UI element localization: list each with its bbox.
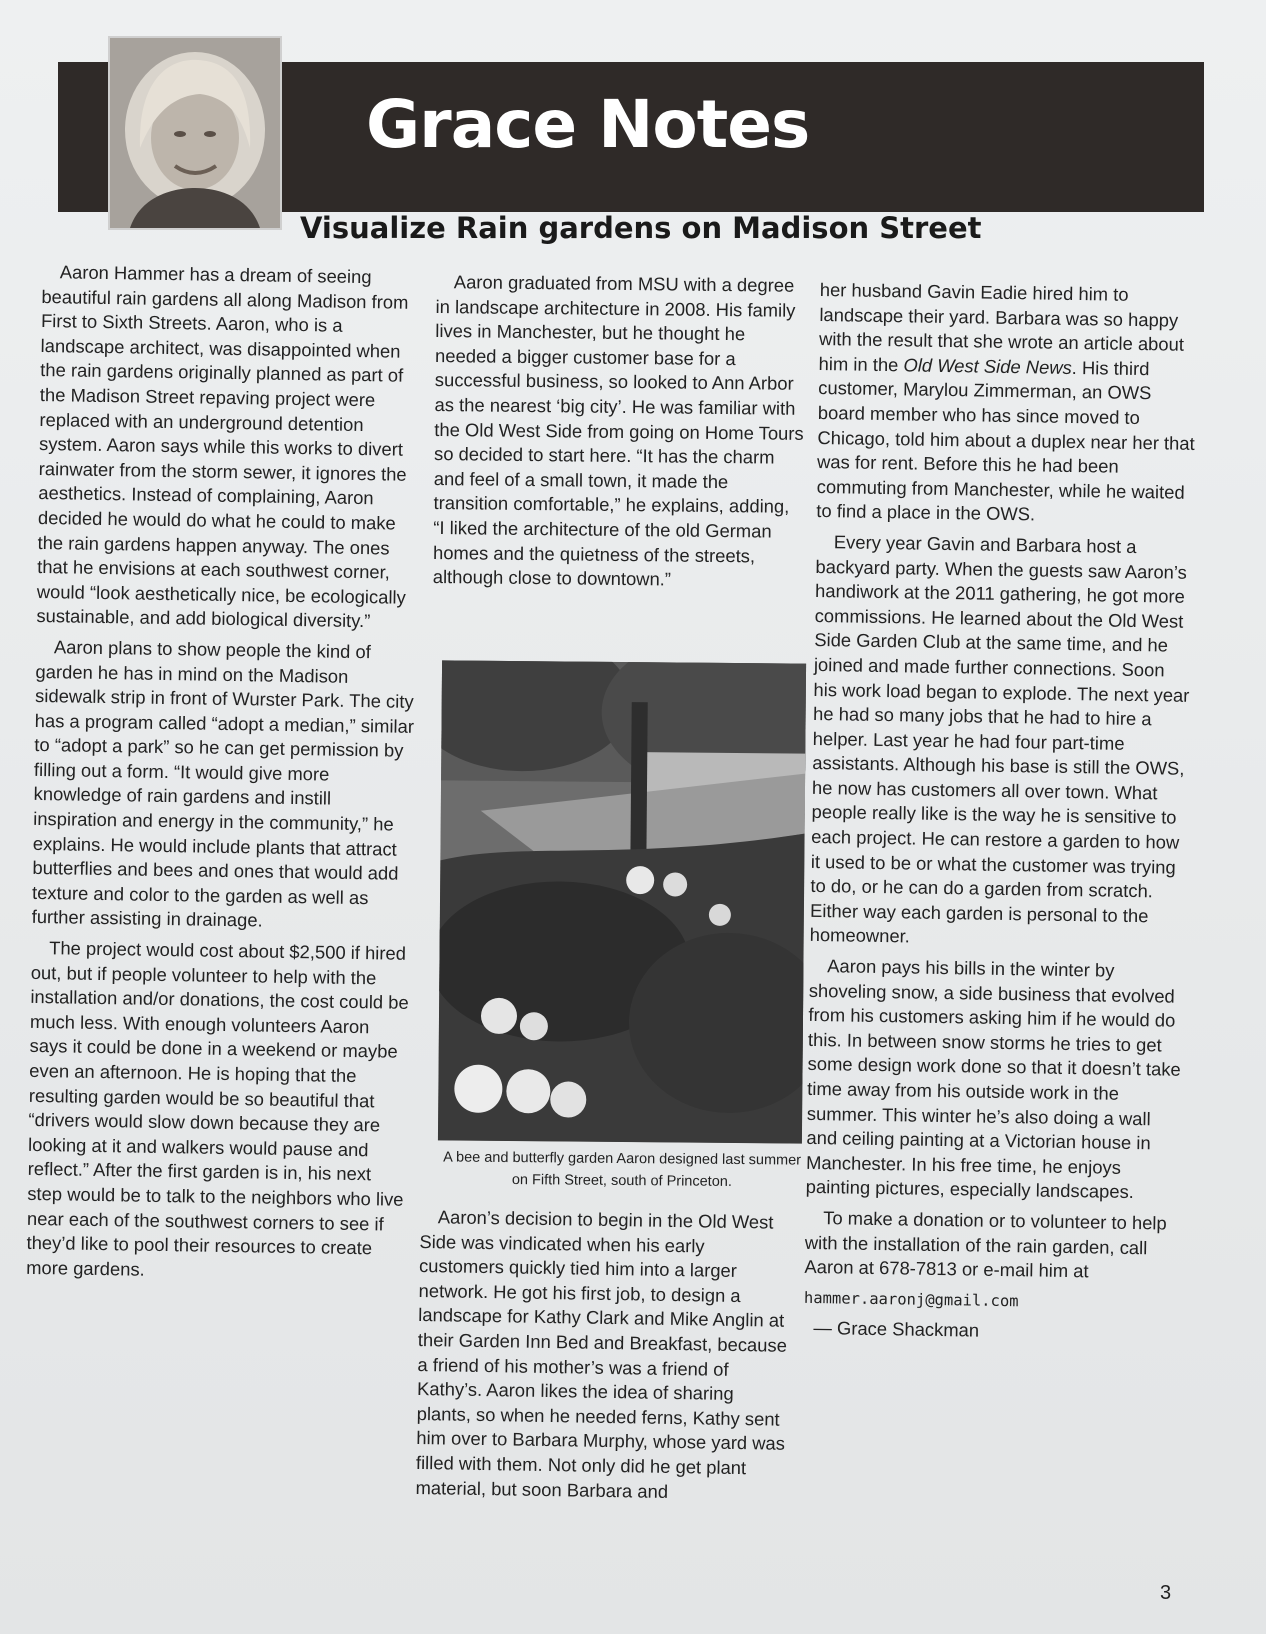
col3-paragraph-3: Aaron pays his bills in the winter by shoveling snow, a side business that evolved from his customers asking him if he would do this. In between snow storms he tries to get some design work done so that it doesn’t take time away from his outside work in the summer. This winter he’s also doing a wall and ceiling painting at a Victorian house in Manchester. In his free time, he enjoys painting pictures, especially landscapes. bbox=[805, 955, 1181, 1203]
article-headline: Visualize Rain gardens on Madison Street bbox=[300, 211, 982, 245]
column-3 bbox=[803, 278, 1198, 1353]
author-portrait bbox=[108, 36, 282, 230]
garden-photo-illustration bbox=[438, 660, 806, 1143]
column-2-top bbox=[433, 270, 806, 600]
col3-paragraph-4: To make a donation or to volunteer to help with the installation of the rain garden, call Aaron at 678-7813 or e-mail him at bbox=[804, 1207, 1167, 1282]
column-2-bottom bbox=[415, 1205, 792, 1512]
page-number: 3 bbox=[1160, 1582, 1172, 1604]
author-signature: — Grace Shackman bbox=[813, 1317, 980, 1341]
col1-paragraph-2: Aaron plans to show people the kind of garden he has in mind on the Madison sidewalk strip in front of Wurster Park. The city has a program called “adopt a median,” similar to “adopt a park” so he can get permission by filling out a form. “It would give more knowledge of rain gardens and instill inspiration and energy in the community,” he explains. He would include plants that attract butterflies and bees and ones that would add texture and color to the garden as well as further assisting in drainage. bbox=[31, 636, 415, 931]
col3-paragraph-2: Every year Gavin and Barbara host a backyard party. When the guests saw Aaron’s handiwork at the 2011 gathering, he got more commissions. He learned about the Old West Side Garden Club at the same time, and he joined and made further connections. Soon his work load began to explode. The next year he had so many jobs that he had to hire a helper. Last year he had four part-time assistants. Although his base is still the OWS, he now has customers all over town. What people really like is the way he is sensitive to each project. He can restore a garden to how it used to be or what the customer was trying to do, or he can do a garden from scratch. Either way each garden is personal to the homeowner. bbox=[809, 531, 1190, 947]
portrait-illustration bbox=[110, 38, 280, 228]
photo-caption: A bee and butterfly garden Aaron designed last summer on Fifth Street, south of Princeton. bbox=[443, 1149, 802, 1190]
col2-paragraph-2: Aaron’s decision to begin in the Old West Side was vindicated when his early customers quickly tied him into a larger network. He got his first job, to design a landscape for Kathy Clark and Mike Anglin at their Garden Inn Bed and Breakfast, because a friend of his mother’s was a friend of Kathy’s. Aaron likes the idea of sharing plants, so when he needed ferns, Kathy sent him over to Barbara Murphy, whose yard was filled with them. Not only did he get plant material, but soon Barbara and bbox=[415, 1206, 788, 1502]
col1-paragraph-3: The project would cost about $2,500 if hired out, but if people volunteer to help with the installation and/or donations, the cost could be much less. With enough volunteers Aaron says it could be done in a weekend or maybe even an afternoon. He is hoping that the resulting garden would be so beautiful that “drivers would slow down because they are looking at it and walkers would pause and reflect.” After the first garden is in, his next step would be to talk to the neighbors who live near each of the southwest corners to see if they’d like to pool their resources to create more gardens. bbox=[26, 937, 409, 1280]
col1-paragraph-1: Aaron Hammer has a dream of seeing beautiful rain gardens all along Madison from First to Sixth Streets. Aaron, who is a landscape architect, was disappointed when the rain gardens originally planned as part of the Madison Street repaving project were replaced with an underground detention system. Aaron says while this works to divert rainwater from the storm sewer, it ignores the aesthetics. Instead of complaining, Aaron decided he would do what he could to make the rain gardens happen anyway. The ones that he envisions at each southwest corner, would “look aesthetically nice, be ecologically sustainable, and add biological diversity.” bbox=[36, 261, 409, 632]
col3-p1-publication: Old West Side News bbox=[903, 354, 1072, 378]
col2-paragraph-1: Aaron graduated from MSU with a degree in landscape architecture in 2008. His family lives in Manchester, but he thought he needed a bigger customer base for a successful business, so looked to Ann Arbor as the nearest ‘big city’. He was familiar with the Old West Side from going on Home Tours so decided to start here. “It has the charm and feel of a small town, it made the transition comfortable,” he explains, adding, “I liked the architecture of the old German homes and the quietness of the streets, although close to downtown.” bbox=[432, 271, 804, 590]
contact-email: hammer.aaronj@gmail.com bbox=[803, 1288, 1019, 1310]
col3-p1-text-b: . His third customer, Marylou Zimmerman, an OWS board member who has since moved to Chicago, told him about a duplex near her that was for rent. Before this he had been commuting from Manchester, while he waited to find a place in the OWS. bbox=[816, 356, 1195, 525]
column-1 bbox=[26, 260, 422, 1292]
garden-photo bbox=[438, 660, 806, 1143]
col3-p1-text-a: her husband Gavin Eadie hired him to landscape their yard. Barbara was so happy with the result that she wrote an article about him in the bbox=[818, 278, 1185, 376]
col3-paragraph-1 bbox=[816, 278, 1198, 530]
masthead-title: Grace Notes bbox=[366, 86, 810, 163]
